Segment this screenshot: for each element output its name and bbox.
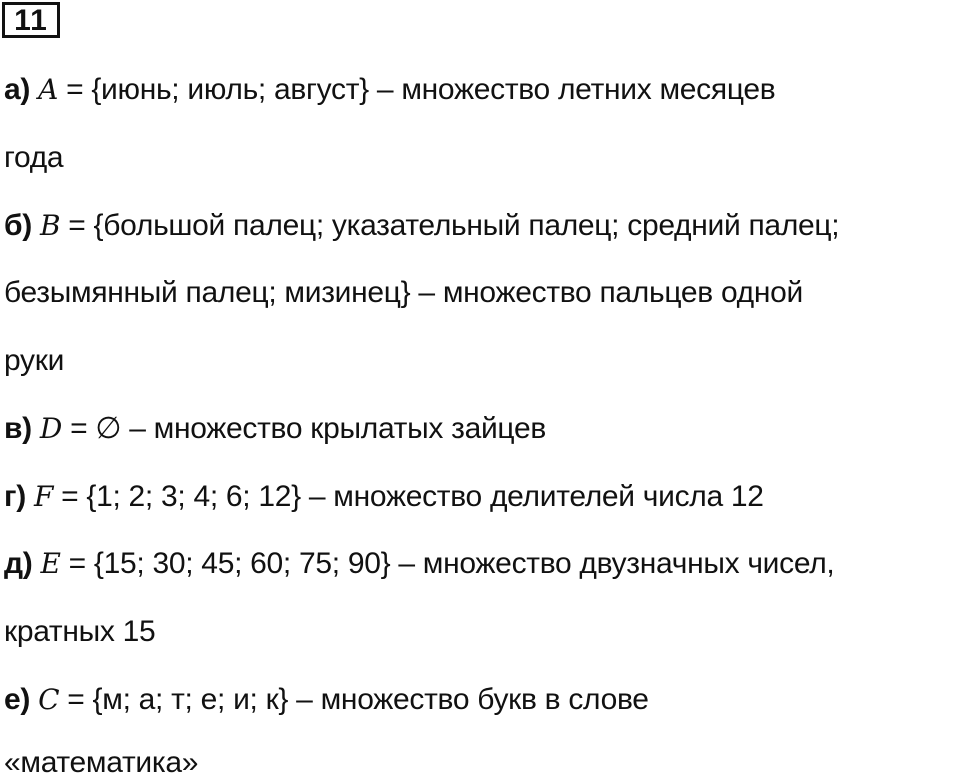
item-d-line-2: кратных 15 (4, 615, 156, 648)
item-a-line-2: года (4, 141, 64, 174)
item-v-label: в) (4, 412, 32, 445)
item-b-variable: B (39, 209, 61, 242)
item-e-label: е) (4, 683, 31, 716)
item-b-text: = {большой палец; указательный палец; средний палец; (60, 209, 840, 242)
item-b-line-2: безымянный палец; мизинец} – множество пальцев одной (4, 276, 803, 309)
item-e-line-1 (4, 682, 649, 718)
item-a-label: а) (4, 73, 31, 106)
item-g-text: = {1; 2; 3; 4; 6; 12} – множество делителей числа 12 (53, 480, 764, 513)
item-e-text: = {м; а; т; е; и; к} – множество букв в слове (59, 683, 649, 716)
item-b-line-1 (4, 208, 839, 244)
item-v-text: = ∅ – множество крылатых зайцев (62, 412, 546, 445)
item-d-variable: E (40, 547, 61, 580)
item-g-variable: F (33, 480, 54, 513)
item-a-variable: A (38, 73, 59, 106)
item-e-line-2: «математика» (4, 746, 199, 779)
item-v-line-1 (4, 411, 546, 447)
item-d-label: д) (4, 547, 33, 580)
item-a-text: = {июнь; июль; август} – множество летних месяцев (58, 73, 776, 106)
item-g-line-1 (4, 479, 764, 515)
item-e-variable: C (38, 683, 60, 716)
item-v-variable: D (39, 412, 63, 445)
item-g-label: г) (4, 480, 26, 513)
item-a-line-1 (4, 72, 775, 108)
item-d-text: = {15; 30; 45; 60; 75; 90} – множество двузначных чисел, (60, 547, 835, 580)
item-d-line-1 (4, 546, 834, 582)
item-b-line-3: руки (4, 344, 65, 377)
item-b-label: б) (4, 209, 32, 242)
task-number-badge: 11 (2, 2, 60, 38)
